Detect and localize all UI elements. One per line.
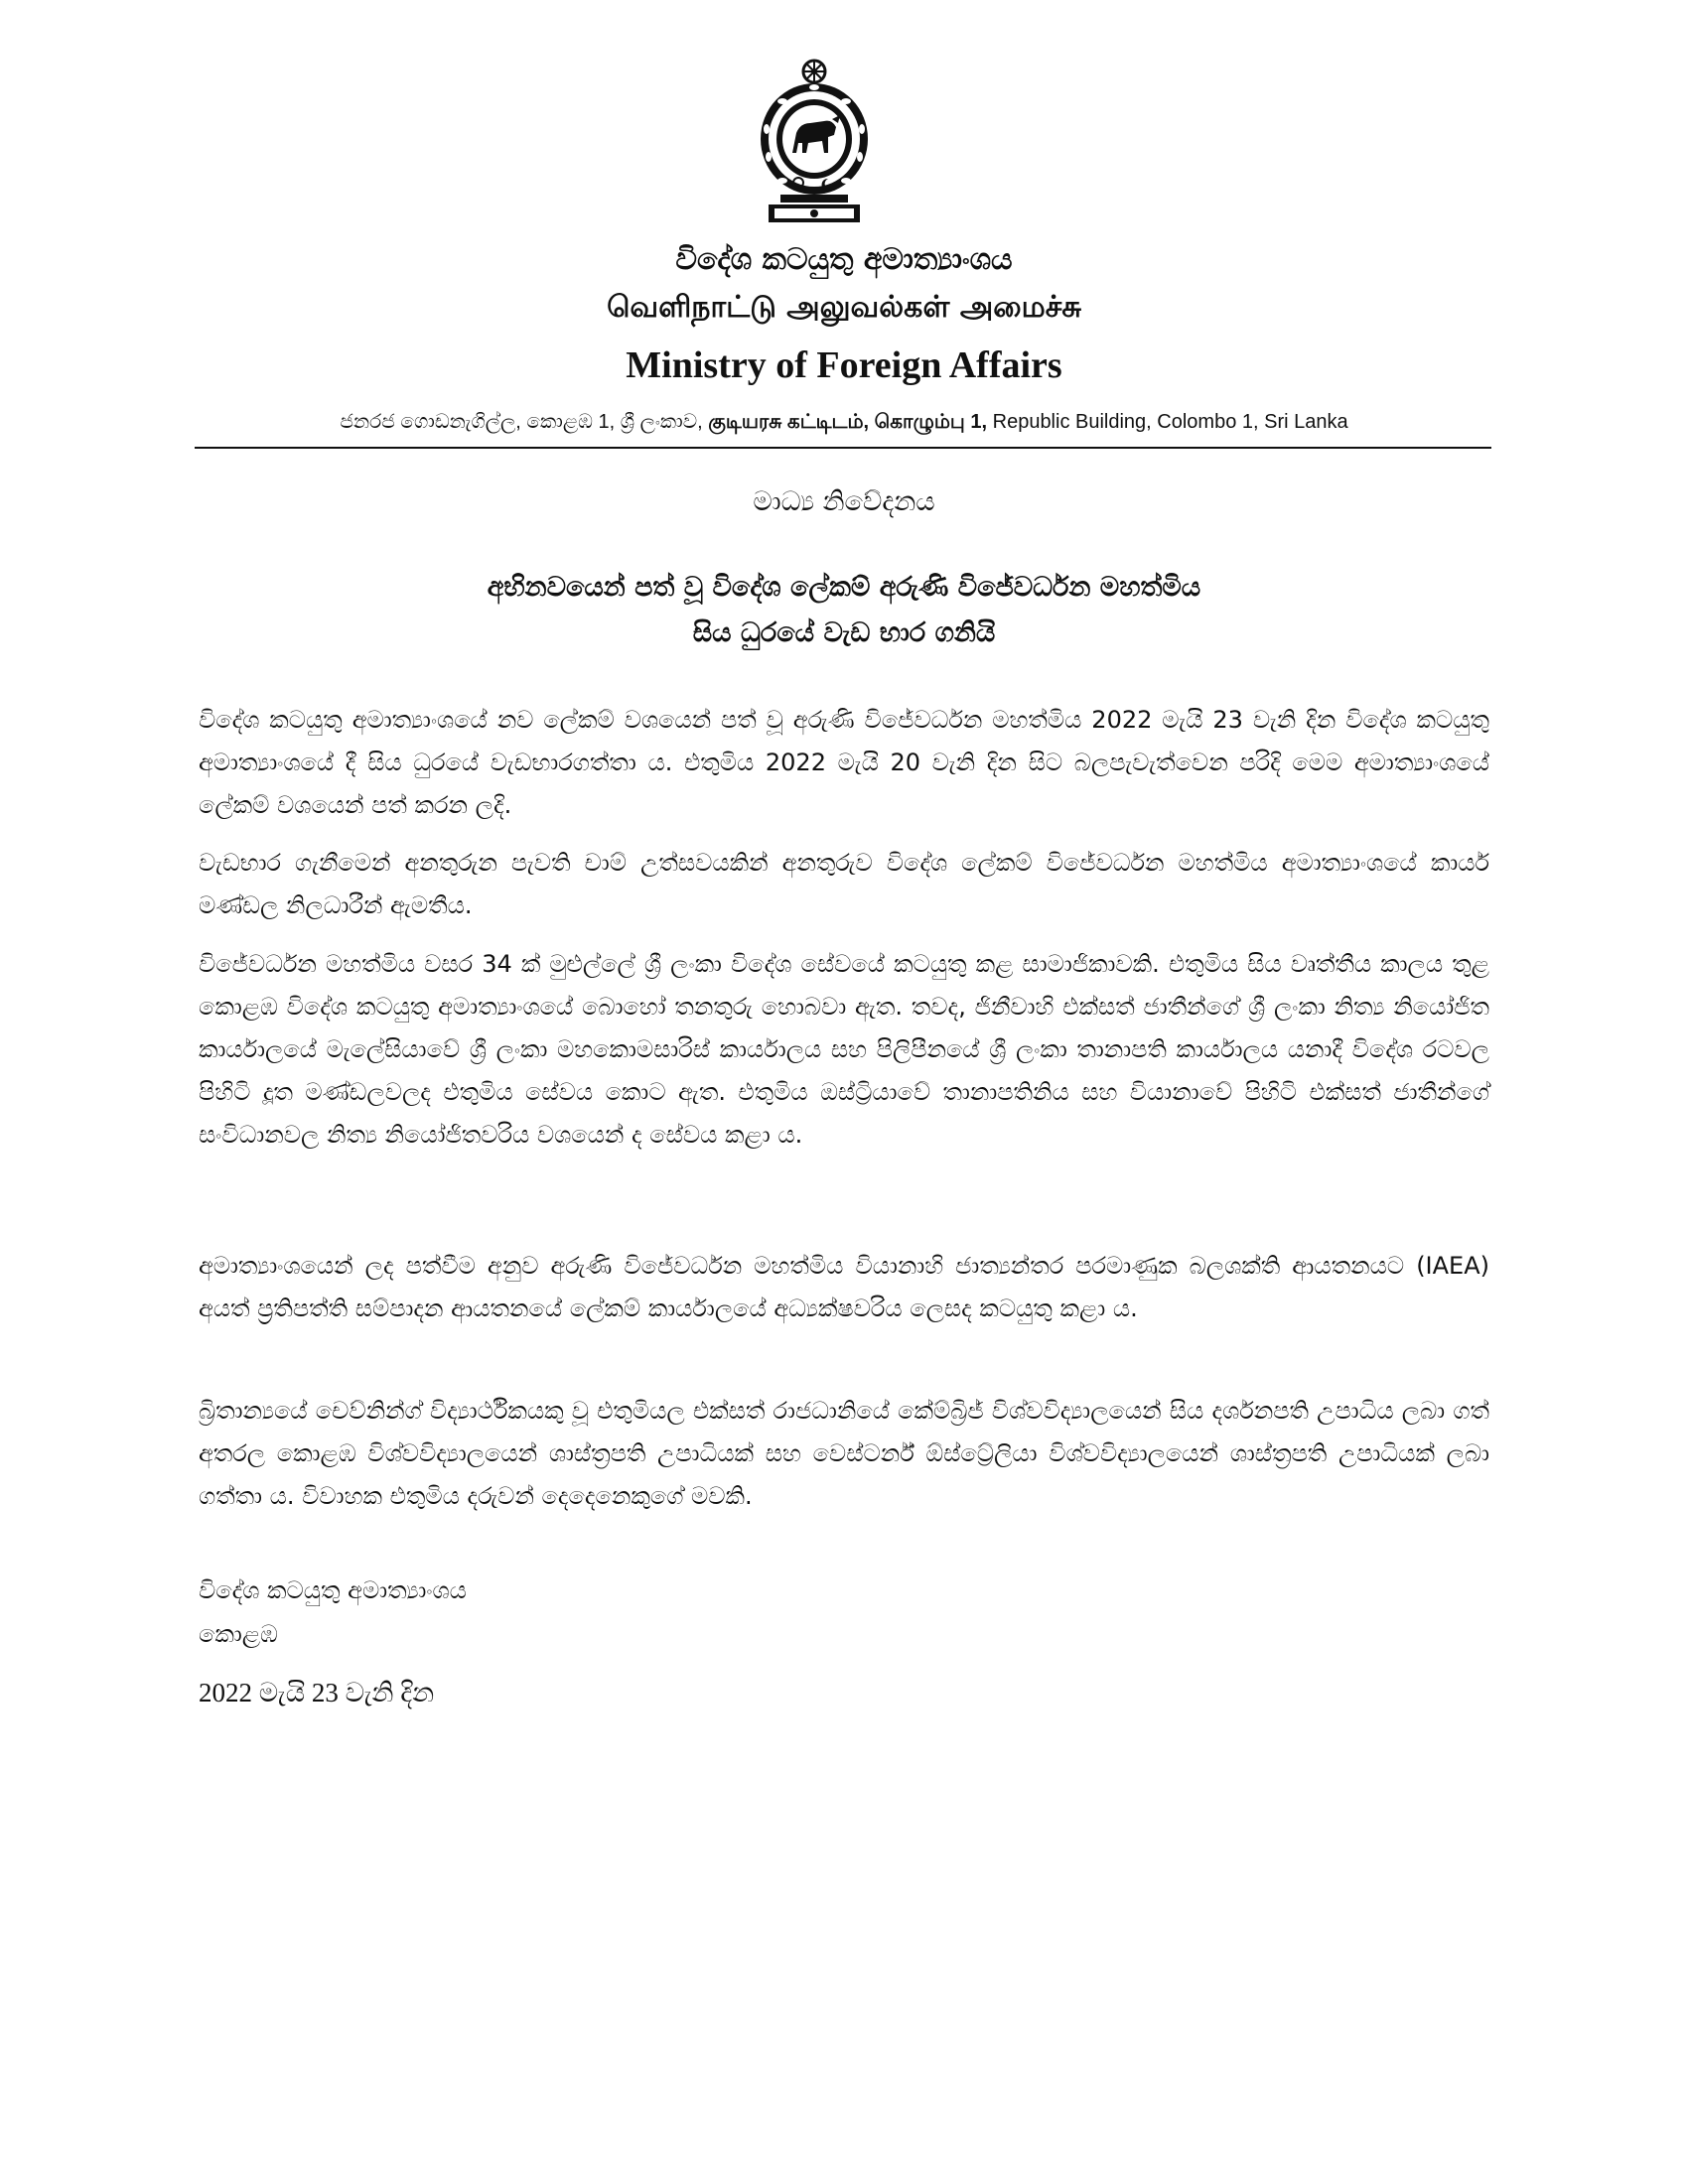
ministry-name-tamil: வெளிநாட்டு அலுவல்கள் அமைச்சு bbox=[607, 290, 1081, 325]
body-paragraph: වැඩභාර ගැනීමෙන් අනතුරුන පැවති චාම් උත්සවයකින් අනතුරුව විදේශ ලේකම් විජේවර්ධන මහත්මිය අමාත්‍යාංශයේ කාර්ය මණ්ඩල නිලධාරීන් ඇමතීය. bbox=[199, 849, 1489, 919]
header-divider bbox=[195, 447, 1491, 449]
body-paragraph: බ්‍රිතාන්‍යයේ චෙව්නින්ග් විද්‍යාර්ථිකයකු වූ එතුමියල එක්සත් රාජධානියේ කේම්බ්‍රිජ් විශ්වවිද්‍යාලයෙන් සිය දර්ශනපති උපාධිය ලබා ගත් අතරල කොළඹ විශ්වවිද්‍යාලයෙන් ශාස්ත්‍රපති උපාධියක් සහ වෙස්ටර්න් ඕස්ට්‍රේලියා විශ්වවිද්‍යාලයෙන් ශාස්ත්‍රපති උපාධියක් ලබා ගත්තා ය. විවාහක එතුමිය දරුවන් දෙදෙනෙකුගේ මවකි. bbox=[199, 1397, 1489, 1510]
address-tamil: குடியரசு கட்டிடம், கொழும்பு 1, bbox=[708, 411, 988, 433]
signoff-city: කොළඹ bbox=[199, 1620, 278, 1648]
release-date: 2022 මැයි 23 වැනි දින bbox=[199, 1678, 435, 1707]
body-paragraph: විදේශ කටයුතු අමාත්‍යාංශයේ නව ලේකම් වශයෙන් පත් වූ අරුණි විජේවර්ධන මහත්මිය 2022 මැයි 23 වැනි දින විදේශ කටයුතු අමාත්‍යාංශයේ දී සිය ධුරයේ වැඩභාරගත්තා ය. එතුමිය 2022 මැයි 20 වැනි දින සිට බලපැවැත්වෙන පරිදි මෙම අමාත්‍යාංශයේ ලේකම් වශයෙන් පත් කරන ලදි. bbox=[199, 706, 1489, 819]
ministry-name-sinhala: විදේශ කටයුතු අමාත්‍යාංශය bbox=[675, 242, 1013, 277]
dharma-chakra-icon bbox=[803, 61, 825, 82]
signoff-ministry: විදේශ කටයුතු අමාත්‍යාංශය bbox=[199, 1576, 467, 1604]
press-release-title-line-2: සිය ධුරයේ වැඩ භාර ගනියි bbox=[692, 617, 996, 648]
body-paragraph: අමාත්‍යාංශයෙන් ලද පත්වීම අනුව අරුණි විජේවර්ධන මහත්මිය වියානාහි ජාත්‍යන්තර පරමාණුක බලශක්ති ආයතනයට (IAEA) අයත් ප්‍රතිපත්ති සම්පාදන ආයතනයේ ලේකම් කාර්යාලයේ අධ්‍යක්ෂවරිය ලෙසද කටයුතු කළා ය. bbox=[199, 1252, 1489, 1322]
body-paragraph: විජේවර්ධන මහත්මිය වසර 34 ක් මුළුල්ලේ ශ්‍රී ලංකා විදේශ සේවයේ කටයුතු කළ සාමාජිකාවකි. එතුමිය සිය වෘත්තීය කාලය තුළ කොළඹ විදේශ කටයුතු අමාත්‍යාංශයේ බොහෝ තනතුරු හොබවා ඇත. තවද, ජිනීවාහි එක්සත් ජාතීන්ගේ ශ්‍රී ලංකා නිත්‍ය නියෝජිත කාර්යාලයේ මැලේසියාවේ ශ්‍රී ලංකා මහකොමසාරිස් කාර්යාලය සහ පිලිපීනයේ ශ්‍රී ලංකා තානාපති කාර්යාලය යනාදී විදේශ රටවල පිහිටි දූත මණ්ඩලවලද එතුමිය සේවය කොට ඇත. එතුමිය ඔස්ට්‍රියාවේ තානාපතිනිය සහ වියානාවේ පිහිටි එක්සත් ජාතීන්ගේ සංවිධානවල නිත්‍ය නියෝජිතවරිය වශයෙන් ද සේවය කළා ය. bbox=[199, 950, 1489, 1149]
address-sinhala: ජනරජ ගොඩනැගිල්ල, කොළඹ 1, ශ්‍රී ලංකාව, bbox=[340, 411, 703, 433]
ministry-address bbox=[0, 411, 1688, 436]
address-english: Republic Building, Colombo 1, Sri Lanka bbox=[992, 411, 1348, 433]
document-type: මාධ්‍ය නිවේදනය bbox=[753, 486, 935, 517]
press-release-title-line-1: අභිනවයෙන් පත් වූ විදේශ ලේකම් අරුණි විජේවර්ධන මහත්මිය bbox=[487, 572, 1201, 603]
ministry-name-english: Ministry of Foreign Affairs bbox=[626, 344, 1062, 386]
sri-lanka-national-emblem bbox=[753, 58, 876, 224]
